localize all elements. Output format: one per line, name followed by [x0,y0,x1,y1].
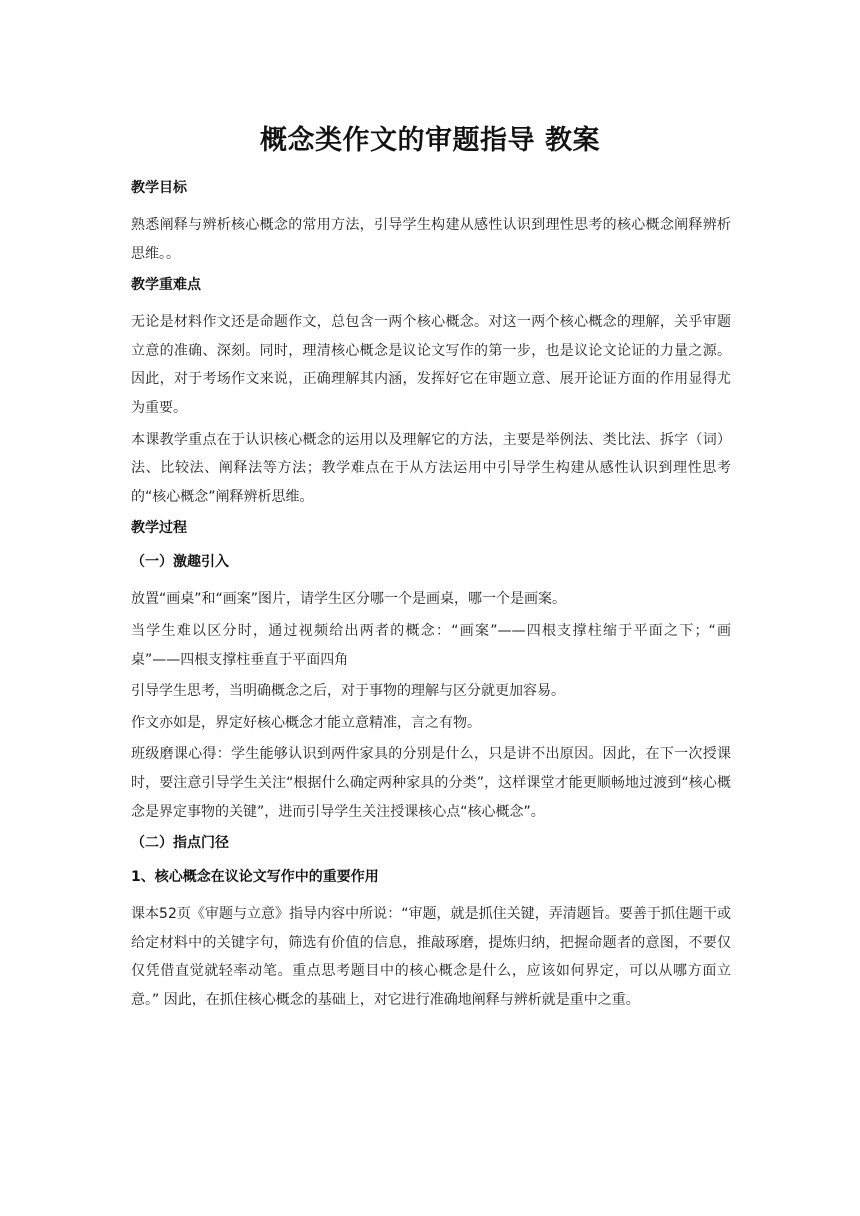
section-heading-goal: 教学目标 [131,180,187,196]
paragraph-sub1: 课本52页《审题与立意》指导内容中所说：“审题，就是抓住关键，弄清题旨。要善于抓住题干或给定材料中的关键字句，筛选有价值的信息，推敲琢磨，提炼归纳，把握命题者的意图，不要仅仅凭借直觉就轻率动笔。重点思考题目中的核心概念是什么，应该如何界定，可以从哪方面立意。” 因此，在抓住核心概念的基础上，对它进行准确地阐释与辨析就是重中之重。 [131,906,731,1008]
subsection-heading-step1: （一）激趣引入 [131,554,229,571]
paragraph-goal: 熟悉阐释与辨析核心概念的常用方法，引导学生构建从感性认识到理性思考的核心概念阐释辨析思维。。 [131,217,731,262]
paragraph-step1-5: 班级磨课心得：学生能够认识到两件家具的分别是什么，只是讲不出原因。因此，在下一次授课时，要注意引导学生关注“根据什么确定两种家具的分类”，这样课堂才能更顺畅地过渡到“核心概念是界定事物的关键”，进而引导学生关注授课核心点“核心概念”。 [131,746,731,820]
section-heading-difficulty: 教学重难点 [131,277,201,294]
subsection-heading-sub1: 1、核心概念在议论文写作中的重要作用 [131,869,379,886]
paragraph-step1-3: 引导学生思考，当明确概念之后，对于事物的理解与区分就更加容易。 [131,683,565,700]
paragraph-difficulty-2: 本课教学重点在于认识核心概念的运用以及理解它的方法，主要是举例法、类比法、拆字（词）法、比较法、阐释法等方法；教学难点在于从方法运用中引导学生构建从感性认识到理性思考的“核心概念”阐释辨析思维。 [131,431,731,505]
subsection-heading-step2: （二）指点门径 [131,835,229,852]
section-heading-process: 教学过程 [131,520,187,537]
document-body [131,177,731,1017]
paragraph-step1-4: 作文亦如是，界定好核心概念才能立意精准，言之有物。 [131,714,481,731]
paragraph-difficulty-1: 无论是材料作文还是命题作文，总包含一两个核心概念。对这一两个核心概念的理解，关乎审题立意的准确、深刻。同时，理清核心概念是议论文写作的第一步，也是议论文论证的力量之源。因此，对于考场作文来说，正确理解其内涵，发挥好它在审题立意、展开论证方面的作用显得尤为重要。 [131,314,731,416]
document-title: 概念类作文的审题指导 教案 [260,125,600,156]
paragraph-step1-1: 放置“画桌”和“画案”图片，请学生区分哪一个是画桌，哪一个是画案。 [131,591,567,608]
paragraph-step1-2: 当学生难以区分时，通过视频给出两者的概念：“画案”——四根支撑柱缩于平面之下；“画桌”——四根支撑柱垂直于平面四角 [131,622,731,668]
